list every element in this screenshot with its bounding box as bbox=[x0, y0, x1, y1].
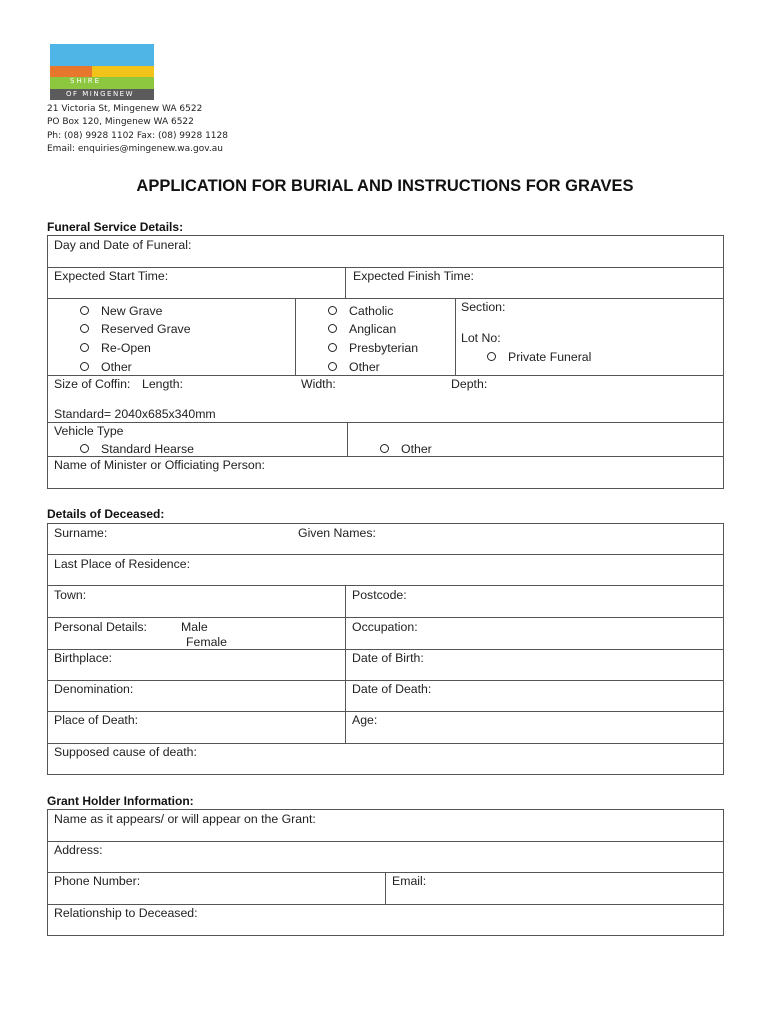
female-option[interactable]: Female bbox=[186, 635, 228, 649]
col-divider bbox=[347, 422, 348, 456]
row-divider bbox=[47, 298, 724, 299]
email-field[interactable]: Email: bbox=[392, 874, 427, 888]
reserved-grave-option[interactable] bbox=[80, 322, 191, 336]
standard-hearse-option[interactable] bbox=[80, 442, 194, 456]
lot-no-field[interactable]: Lot No: bbox=[461, 331, 501, 345]
radio-icon[interactable] bbox=[80, 362, 89, 371]
row-divider bbox=[47, 711, 724, 712]
grant-name-field[interactable]: Name as it appears/ or will appear on the Grant: bbox=[54, 812, 316, 826]
radio-icon[interactable] bbox=[80, 306, 89, 315]
start-time-field[interactable]: Expected Start Time: bbox=[54, 269, 169, 283]
address-line: 21 Victoria St, Mingenew WA 6522 bbox=[47, 104, 203, 114]
relationship-field[interactable]: Relationship to Deceased: bbox=[54, 906, 198, 920]
col-divider bbox=[345, 585, 346, 743]
date-of-birth-field[interactable]: Date of Birth: bbox=[352, 651, 424, 665]
new-grave-option[interactable] bbox=[80, 304, 163, 318]
postcode-field[interactable]: Postcode: bbox=[352, 588, 407, 602]
radio-icon[interactable] bbox=[328, 324, 337, 333]
given-names-field[interactable]: Given Names: bbox=[298, 526, 376, 540]
logo-band-orange bbox=[50, 66, 92, 77]
radio-icon[interactable] bbox=[487, 352, 496, 361]
cause-of-death-field[interactable]: Supposed cause of death: bbox=[54, 745, 197, 759]
catholic-option[interactable] bbox=[328, 304, 393, 318]
age-field[interactable]: Age: bbox=[352, 713, 378, 727]
section-field[interactable]: Section: bbox=[461, 300, 506, 314]
grant-section-heading: Grant Holder Information: bbox=[47, 794, 194, 808]
address-line: PO Box 120, Mingenew WA 6522 bbox=[47, 117, 194, 128]
logo-band-green bbox=[50, 77, 154, 89]
radio-icon[interactable] bbox=[80, 324, 89, 333]
vehicle-other-option[interactable] bbox=[380, 442, 432, 456]
private-funeral-option[interactable] bbox=[487, 350, 591, 364]
standard-size-note: Standard= 2040x685x340mm bbox=[54, 407, 216, 421]
width-field[interactable]: Width: bbox=[301, 377, 336, 391]
option-label: Anglican bbox=[349, 322, 397, 336]
length-field[interactable]: Length: bbox=[142, 377, 184, 391]
option-label: Reserved Grave bbox=[101, 322, 191, 336]
logo-text-bottom: OF MINGENEW bbox=[66, 90, 135, 98]
option-label: Standard Hearse bbox=[101, 442, 194, 456]
radio-icon[interactable] bbox=[328, 343, 337, 352]
row-divider bbox=[47, 554, 724, 555]
radio-icon[interactable] bbox=[80, 343, 89, 352]
presbyterian-option[interactable] bbox=[328, 341, 418, 355]
anglican-option[interactable] bbox=[328, 322, 396, 336]
row-divider bbox=[47, 456, 724, 457]
row-divider bbox=[47, 585, 724, 586]
grave-other-option[interactable] bbox=[80, 360, 132, 374]
form-title: APPLICATION FOR BURIAL AND INSTRUCTIONS FOR GRAVES bbox=[136, 177, 634, 195]
email-line: Email: enquiries@mingenew.wa.gov.au bbox=[47, 144, 223, 155]
council-address bbox=[47, 103, 228, 157]
place-of-death-field[interactable]: Place of Death: bbox=[54, 713, 139, 727]
option-label: Other bbox=[101, 360, 132, 374]
radio-icon[interactable] bbox=[380, 444, 389, 453]
row-divider bbox=[47, 743, 724, 744]
birthplace-field[interactable]: Birthplace: bbox=[54, 651, 113, 665]
option-label: Other bbox=[401, 442, 432, 456]
minister-field[interactable]: Name of Minister or Officiating Person: bbox=[54, 458, 265, 472]
male-option[interactable]: Male bbox=[181, 620, 208, 634]
surname-field[interactable]: Surname: bbox=[54, 526, 108, 540]
col-divider bbox=[455, 298, 456, 375]
logo-band-blue bbox=[50, 44, 154, 66]
option-label: Re-Open bbox=[101, 341, 151, 355]
day-date-field[interactable]: Day and Date of Funeral: bbox=[54, 238, 192, 252]
phone-number-field[interactable]: Phone Number: bbox=[54, 874, 141, 888]
row-divider bbox=[47, 904, 724, 905]
personal-details-label: Personal Details: bbox=[54, 620, 147, 634]
reopen-option[interactable] bbox=[80, 341, 151, 355]
col-divider bbox=[385, 872, 386, 904]
radio-icon[interactable] bbox=[328, 306, 337, 315]
vehicle-type-label: Vehicle Type bbox=[54, 424, 124, 438]
row-divider bbox=[47, 649, 724, 650]
denomination-field[interactable]: Denomination: bbox=[54, 682, 134, 696]
option-label: Other bbox=[349, 360, 380, 374]
radio-icon[interactable] bbox=[328, 362, 337, 371]
town-field[interactable]: Town: bbox=[54, 588, 87, 602]
size-of-coffin-label: Size of Coffin: bbox=[54, 377, 131, 391]
denomination-other-option[interactable] bbox=[328, 360, 380, 374]
depth-field[interactable]: Depth: bbox=[451, 377, 488, 391]
deceased-section-heading: Details of Deceased: bbox=[47, 507, 165, 521]
occupation-field[interactable]: Occupation: bbox=[352, 620, 418, 634]
option-label: Catholic bbox=[349, 304, 394, 318]
funeral-section-heading: Funeral Service Details: bbox=[47, 220, 184, 234]
radio-icon[interactable] bbox=[80, 444, 89, 453]
finish-time-field[interactable]: Expected Finish Time: bbox=[353, 269, 474, 283]
row-divider bbox=[47, 422, 724, 423]
option-label: New Grave bbox=[101, 304, 163, 318]
row-divider bbox=[47, 267, 724, 268]
col-divider bbox=[295, 298, 296, 375]
logo-text-top: SHIRE bbox=[70, 77, 102, 85]
address-field[interactable]: Address: bbox=[54, 843, 103, 857]
row-divider bbox=[47, 375, 724, 376]
last-residence-field[interactable]: Last Place of Residence: bbox=[54, 557, 191, 571]
option-label: Private Funeral bbox=[508, 350, 592, 364]
date-of-death-field[interactable]: Date of Death: bbox=[352, 682, 432, 696]
col-divider bbox=[345, 267, 346, 298]
shire-logo bbox=[50, 44, 154, 100]
row-divider bbox=[47, 617, 724, 618]
option-label: Presbyterian bbox=[349, 341, 419, 355]
row-divider bbox=[47, 680, 724, 681]
row-divider bbox=[47, 841, 724, 842]
phone-fax-line: Ph: (08) 9928 1102 Fax: (08) 9928 1128 bbox=[47, 130, 228, 141]
